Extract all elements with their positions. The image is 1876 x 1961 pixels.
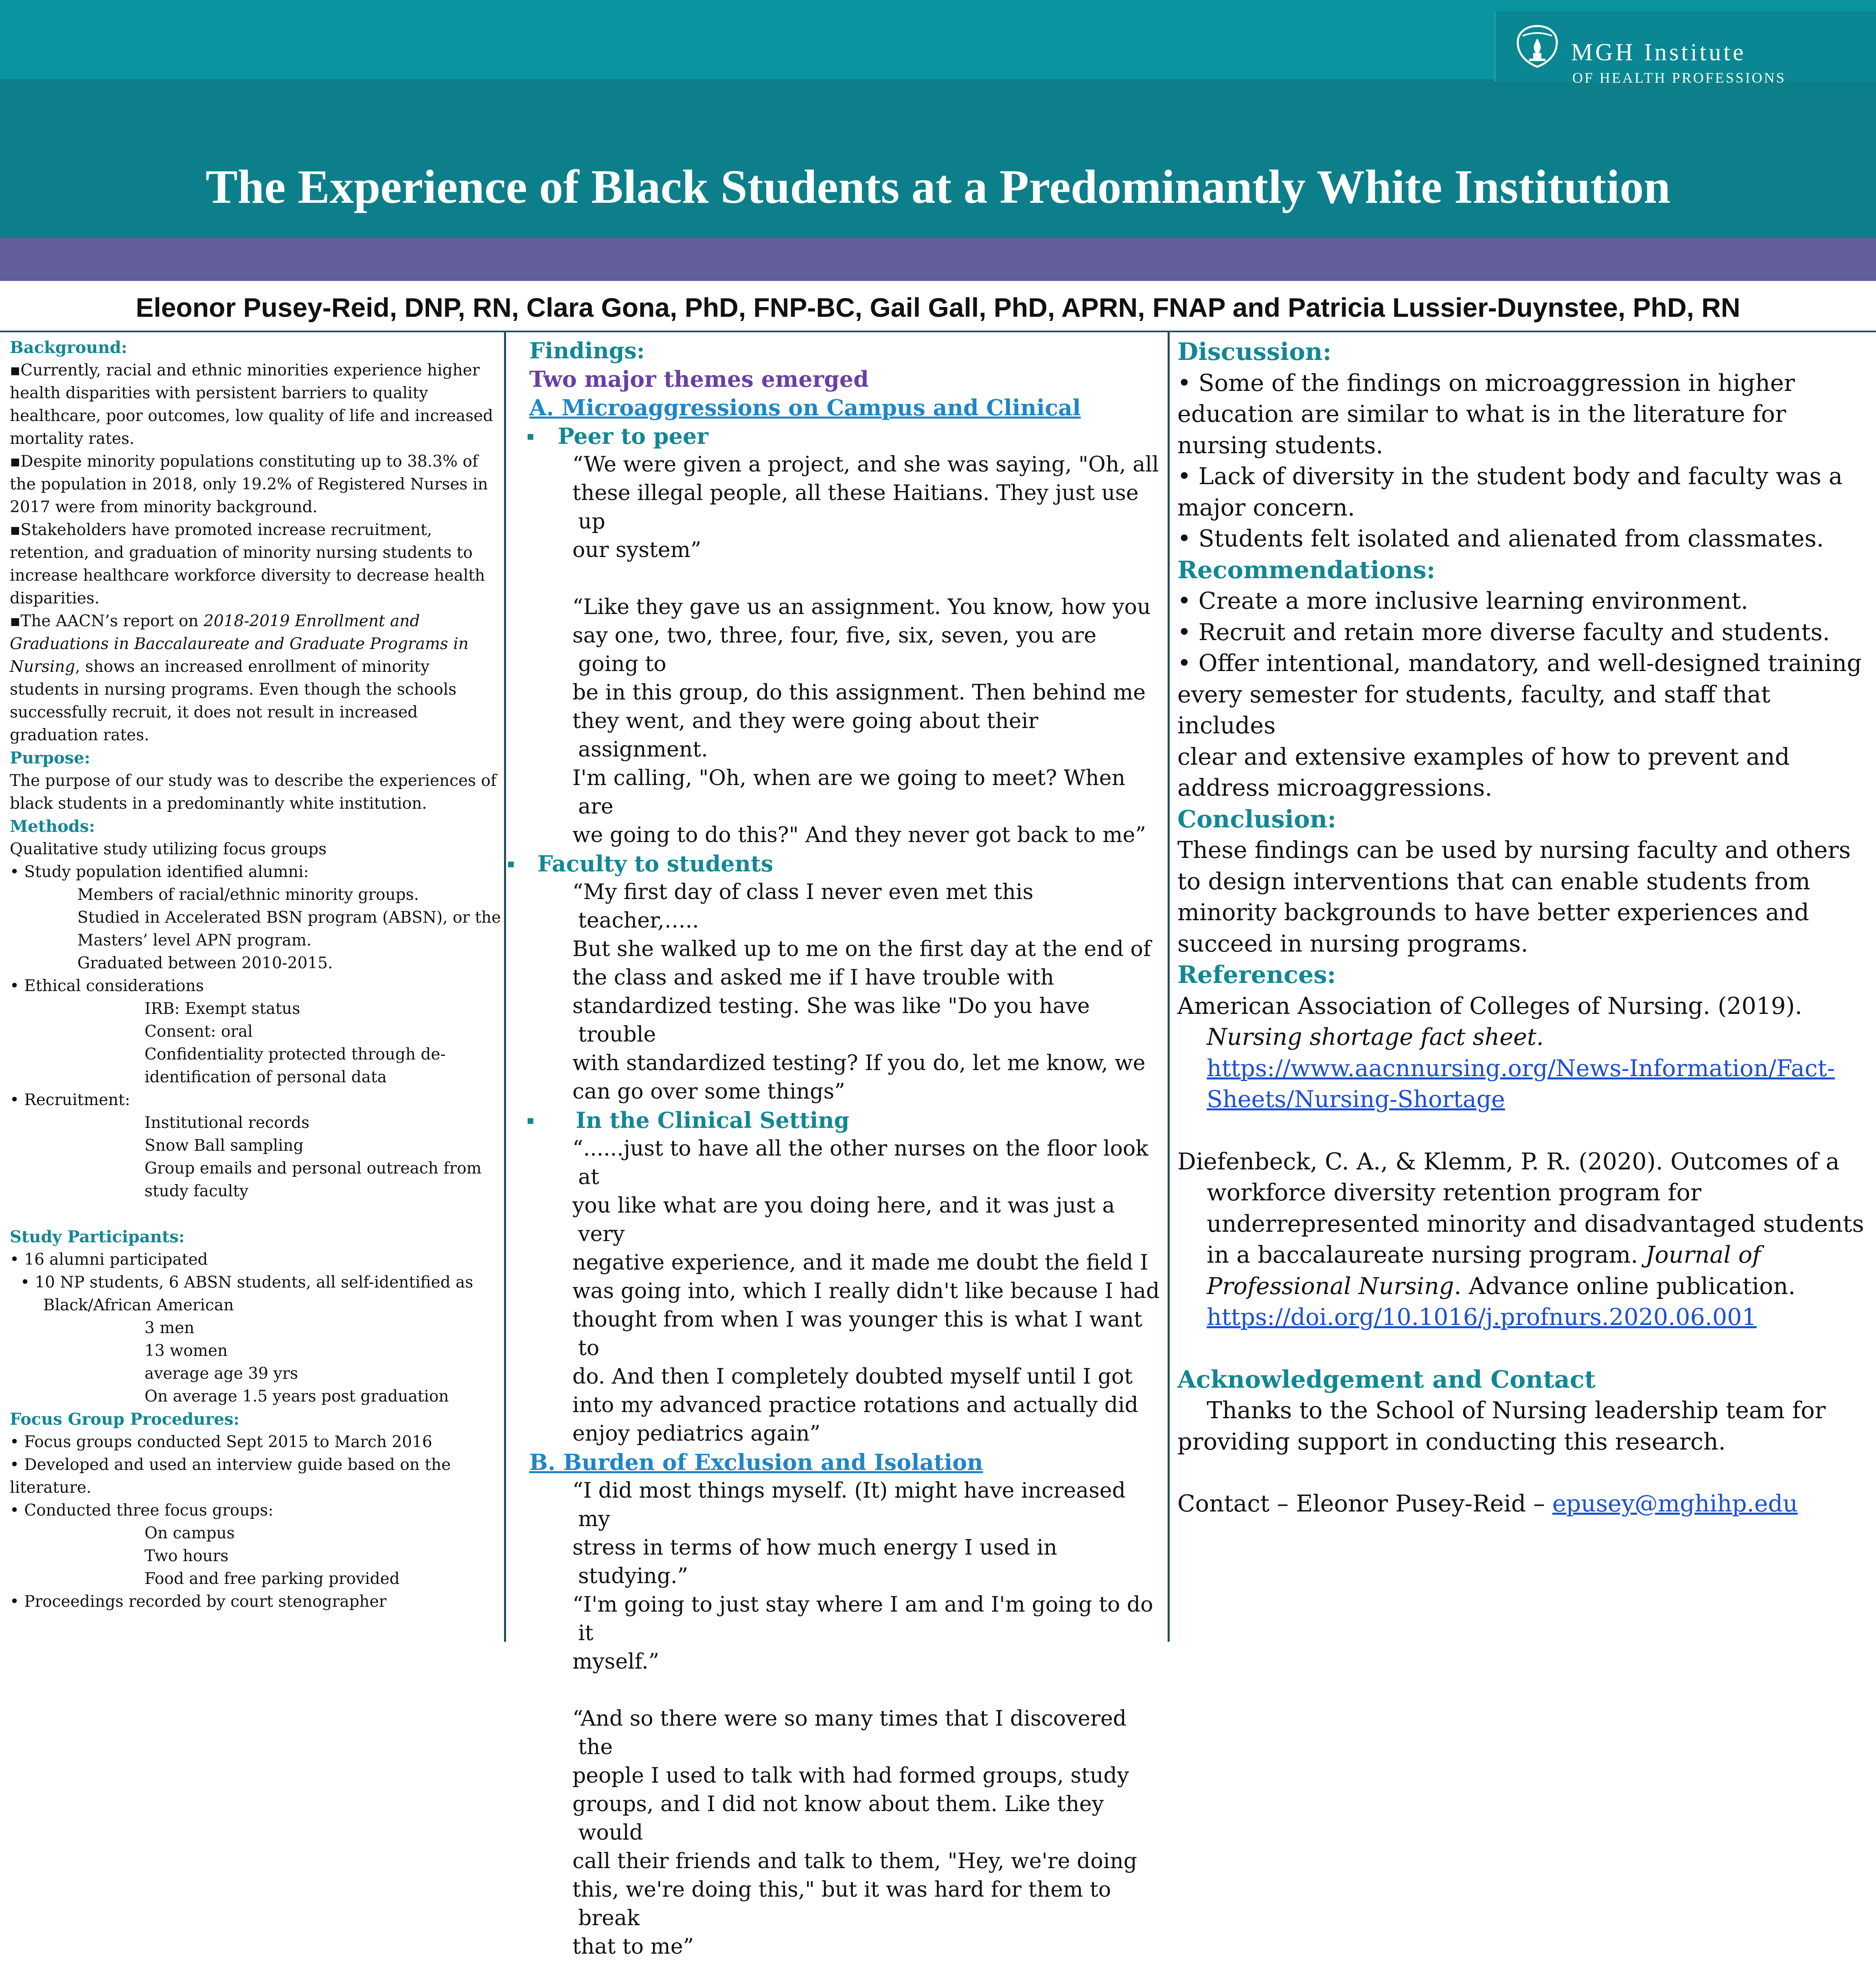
methods-heading: Methods: [10, 817, 95, 836]
background-bullet-4: ▪The AACN’s report on 2018-2019 Enrollment and Graduations in Baccalaureate and Graduate Programs in Nursing, shows an increased enrollment of minority students in nursing programs. Even though the schools successfully recruit, it does not result in increased graduation rates. [10, 612, 469, 744]
acknowledgement-text: Thanks to the School of Nursing leadership team for providing support in conducting this research. [1177, 1397, 1826, 1455]
findings-heading: Findings: [529, 338, 645, 364]
focus-line: • Proceedings recorded by court stenographer [10, 1592, 387, 1611]
institution-logo [1494, 11, 1876, 86]
conclusion-heading: Conclusion: [1177, 805, 1337, 833]
reference-2-link[interactable]: https://doi.org/10.1016/j.profnurs.2020.06.001 [1207, 1304, 1757, 1331]
methods-line: IRB: Exempt status [145, 1000, 300, 1018]
focus-line: On campus [145, 1524, 235, 1542]
methods-line: Graduated between 2010-2015. [77, 954, 333, 972]
theme-b-heading: B. Burden of Exclusion and Isolation [529, 1449, 983, 1475]
participants-line: On average 1.5 years post graduation [145, 1387, 449, 1406]
poster-header [0, 0, 1876, 238]
square-bullet-icon [508, 862, 514, 867]
logo-name: MGH Institute [1571, 39, 1746, 66]
focus-line: Food and free parking provided [145, 1570, 400, 1588]
purpose-text: The purpose of our study was to describe the experiences of black students in a predominantly white institution. [10, 772, 497, 813]
peer-to-peer-heading: Peer to peer [509, 422, 1160, 450]
recommendation-3: • Offer intentional, mandatory, and well-designed training every semester for students, faculty, and staff that includes clear and extensive examples of how to prevent and address microaggressions. [1177, 650, 1862, 801]
contact-line: Contact – Eleonor Pusey-Reid – epusey@mghihp.edu [1177, 1490, 1798, 1517]
methods-line: Qualitative study utilizing focus groups [10, 840, 327, 858]
acknowledgement-heading: Acknowledgement and Contact [1177, 1365, 1596, 1393]
logo-subtitle: OF HEALTH PROFESSIONS [1572, 70, 1786, 86]
quote-1: “We were given a project, and she was saying, "Oh, all these illegal people, all these Haitians. They just use up our system” [572, 452, 1159, 562]
methods-line: Institutional records [145, 1114, 310, 1132]
quote-2: “Like they gave us an assignment. You know, how you say one, two, three, four, five, six, seven, you are going to be in this group, do this assignment. Then behind me they went, and they were going about their assignment. I'm calling, "Oh, when are we going to meet? When are we going to do this?" And they never got back to me” [572, 595, 1151, 847]
methods-line: Members of racial/ethnic minority groups. [77, 886, 419, 904]
background-bullet-3: ▪Stakeholders have promoted increase recruitment, retention, and graduation of minority nursing students to increase healthcare workforce diversity to decrease health disparities. [10, 521, 485, 608]
faculty-to-students-heading: Faculty to students [509, 849, 1160, 878]
author-list: Eleonor Pusey-Reid, DNP, RN, Clara Gona, PhD, FNP-BC, Gail Gall, PhD, APRN, FNAP and Patricia Lussier-Duynstee, PhD, RN [136, 292, 1740, 322]
header-rule [0, 331, 1876, 332]
purpose-heading: Purpose: [10, 748, 90, 768]
participants-line: average age 39 yrs [145, 1364, 298, 1383]
column-right [1177, 336, 1869, 1520]
participants-line: 13 women [145, 1342, 228, 1360]
mgh-seal-icon [1513, 24, 1562, 69]
recommendation-1: • Create a more inclusive learning environment. [1177, 588, 1749, 614]
recommendation-2: • Recruit and retain more diverse faculty and students. [1177, 619, 1830, 646]
reference-1: American Association of Colleges of Nursing. (2019). Nursing shortage fact sheet. https://www.aacnnursing.org/News-Information/Fact- Sheets/Nursing-Shortage [1177, 992, 1835, 1113]
themes-heading: Two major themes emerged [529, 366, 869, 392]
methods-line: Confidentiality protected through de- identification of personal data [145, 1045, 446, 1086]
methods-line: • Study population identified alumni: [10, 863, 309, 881]
quote-4: “......just to have all the other nurses on the floor look at you like what are you doing here, and it was just a very negative experience, and it made me doubt the field I was going into, which I really didn't like because I had thought from when I was younger this is what I want to do. And then I completely doubted myself until I got into my advanced practice rotations and actually did enjoy pediatrics again” [572, 1136, 1160, 1446]
focus-line: • Conducted three focus groups: [10, 1501, 274, 1520]
conclusion-text: These findings can be used by nursing faculty and others to design interventions that can enable students from minority backgrounds to have better experiences and succeed in nursing programs. [1177, 837, 1851, 957]
discussion-point-3: • Students felt isolated and alienated from classmates. [1177, 525, 1824, 552]
reference-2: Diefenbeck, C. A., & Klemm, P. R. (2020). Outcomes of a workforce diversity retention program for underrepresented minority and disadvantaged students in a baccalaureate nursing program. Journal of Professional Nursing. Advance online publication. https://doi.org/10.1016/j.profnurs.2020.06.001 [1177, 1148, 1864, 1331]
square-bullet-icon [528, 1118, 533, 1124]
quote-5: “I did most things myself. (It) might have increased my stress in terms of how much energy I used in studying.” “I'm going to just stay where I am and I'm going to do it myself.” [572, 1478, 1153, 1674]
quote-3: “My first day of class I never even met this teacher,….. But she walked up to me on the first day at the end of the class and asked me if I have trouble with standardized testing. She was like "Do you have trouble with standardized testing? If you do, let me know, we can go over some things” [572, 880, 1151, 1104]
participants-heading: Study Participants: [10, 1227, 185, 1246]
poster-title: The Experience of Black Students at a Predominantly White Institution [205, 160, 1671, 213]
column-divider-1 [504, 332, 506, 1642]
theme-a-heading: A. Microaggressions on Campus and Clinical [529, 395, 1081, 421]
methods-line: Group emails and personal outreach from study faculty [145, 1159, 482, 1200]
background-heading: Background: [10, 338, 127, 357]
discussion-point-2: • Lack of diversity in the student body and faculty was a major concern. [1177, 463, 1843, 521]
background-bullet-1: ▪Currently, racial and ethnic minorities experience higher health disparities with persistent barriers to quality healthcare, poor outcomes, low quality of life and increased mortality rates. [10, 361, 493, 448]
column-middle [509, 336, 1160, 1961]
clinical-setting-heading: In the Clinical Setting [509, 1106, 1160, 1134]
discussion-point-1: • Some of the findings on microaggression in higher education are similar to what is in the literature for nursing students. [1177, 369, 1795, 459]
focus-line: Two hours [145, 1547, 229, 1565]
square-bullet-icon [528, 434, 533, 440]
background-bullet-2: ▪Despite minority populations constituting up to 38.3% of the population in 2018, only 19.2% of Registered Nurses in 2017 were from minority background. [10, 452, 488, 516]
methods-line: Consent: oral [145, 1022, 253, 1041]
recommendations-heading: Recommendations: [1177, 555, 1435, 584]
participants-line: 3 men [145, 1319, 195, 1337]
methods-line: • Recruitment: [10, 1091, 130, 1109]
column-divider-2 [1168, 332, 1170, 1642]
reference-1-link-cont[interactable]: Sheets/Nursing-Shortage [1207, 1086, 1505, 1113]
references-heading: References: [1177, 961, 1336, 989]
contact-email-link[interactable]: epusey@mghihp.edu [1552, 1490, 1798, 1517]
column-left [10, 336, 502, 1613]
focus-line: • Developed and used an interview guide based on the literature. [10, 1456, 451, 1497]
discussion-heading: Discussion: [1177, 338, 1332, 366]
methods-line: • Ethical considerations [10, 977, 204, 995]
reference-1-link[interactable]: https://www.aacnnursing.org/News-Information/Fact- [1207, 1055, 1835, 1082]
participants-line: • 16 alumni participated [10, 1250, 208, 1269]
methods-line: Snow Ball sampling [145, 1136, 304, 1155]
participants-line: • 10 NP students, 6 ABSN students, all self-identified as Black/African American [20, 1273, 473, 1314]
focus-line: • Focus groups conducted Sept 2015 to March 2016 [10, 1433, 432, 1451]
focus-group-heading: Focus Group Procedures: [10, 1410, 240, 1429]
purple-band [0, 238, 1876, 281]
quote-6: “And so there were so many times that I discovered the people I used to talk with had formed groups, study groups, and I did not know about them. Like they would call their friends and talk to them, "Hey, we're doing this, we're doing this," but it was hard for them to break that to me” [572, 1707, 1137, 1959]
methods-line: Studied in Accelerated BSN program (ABSN), or the Masters’ level APN program. [77, 908, 501, 950]
